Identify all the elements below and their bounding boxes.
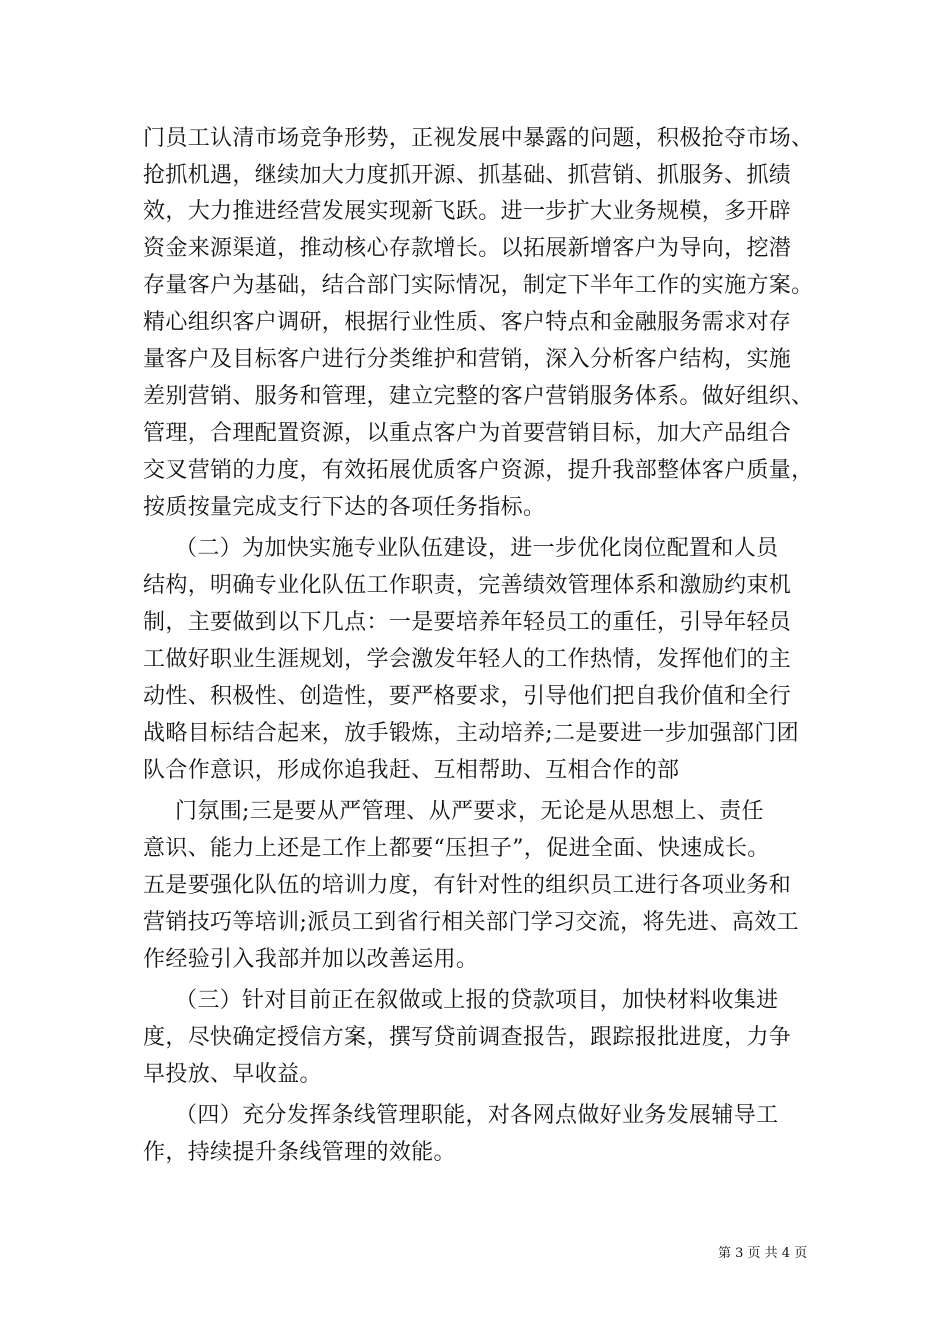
text-line: 队合作意识，形成你追我赶、互相帮助、互相合作的部 [143, 758, 680, 783]
text-line: 意识、能力上还是工作上都要“压担子”，促进全面、快速成长。 [143, 836, 770, 861]
text-line: 战略目标结合起来，放手锻炼，主动培养;二是要进一步加强部门团 [143, 721, 799, 746]
page-number: 第 3 页 共 4 页 [718, 1246, 808, 1261]
text-line: 度，尽快确定授信方案，撰写贷前调查报告，跟踪报批进度，力争 [143, 1025, 792, 1050]
text-line: 效，大力推进经营发展实现新飞跃。进一步扩大业务规模，多开辟 [143, 199, 792, 224]
text-line: 工做好职业生涯规划，学会激发年轻人的工作热情，发挥他们的主 [143, 647, 792, 672]
text-line: 门员工认清市场竞争形势，正视发展中暴露的问题，积极抢夺市场、 [143, 126, 814, 151]
text-line: 结构，明确专业化队伍工作职责，完善绩效管理体系和激励约束机 [143, 573, 792, 598]
text-line: 资金来源渠道，推动核心存款增长。以拓展新增客户为导向，挖潜 [143, 236, 792, 261]
paragraph-start: 门氛围;三是要从严管理、从严要求，无论是从思想上、责任 [175, 799, 764, 824]
text-line: 动性、积极性、创造性，要严格要求，引导他们把自我价值和全行 [143, 684, 792, 709]
text-line: 精心组织客户调研，根据行业性质、客户特点和金融服务需求对存 [143, 310, 792, 335]
text-line: 量客户及目标客户进行分类维护和营销，深入分析客户结构，实施 [143, 347, 792, 372]
paragraph-start: （二）为加快实施专业队伍建设，进一步优化岗位配置和人员 [175, 536, 779, 561]
text-line: 按质按量完成支行下达的各项任务指标。 [143, 495, 546, 520]
text-line: 存量客户为基础，结合部门实际情况，制定下半年工作的实施方案。 [143, 273, 814, 298]
text-line: 营销技巧等培训;派员工到省行相关部门学习交流，将先进、高效工 [143, 910, 799, 935]
text-line: 五是要强化队伍的培训力度，有针对性的组织员工进行各项业务和 [143, 873, 792, 898]
text-line: 制，主要做到以下几点：一是要培养年轻员工的重任，引导年轻员 [143, 610, 792, 635]
text-line: 交叉营销的力度，有效拓展优质客户资源，提升我部整体客户质量， [143, 458, 814, 483]
paragraph-start: （三）针对目前正在叙做或上报的贷款项目，加快材料收集进 [175, 988, 779, 1013]
text-line: 作经验引入我部并加以改善运用。 [143, 947, 479, 972]
text-line: 管理，合理配置资源，以重点客户为首要营销目标，加大产品组合 [143, 421, 792, 446]
paragraph-start: （四）充分发挥条线管理职能，对各网点做好业务发展辅导工 [175, 1103, 779, 1128]
text-line: 早投放、早收益。 [143, 1062, 322, 1087]
text-line: 作，持续提升条线管理的效能。 [143, 1140, 456, 1165]
text-line: 抢抓机遇，继续加大力度抓开源、抓基础、抓营销、抓服务、抓绩 [143, 163, 792, 188]
text-line: 差别营销、服务和管理，建立完整的客户营销服务体系。做好组织、 [143, 384, 814, 409]
